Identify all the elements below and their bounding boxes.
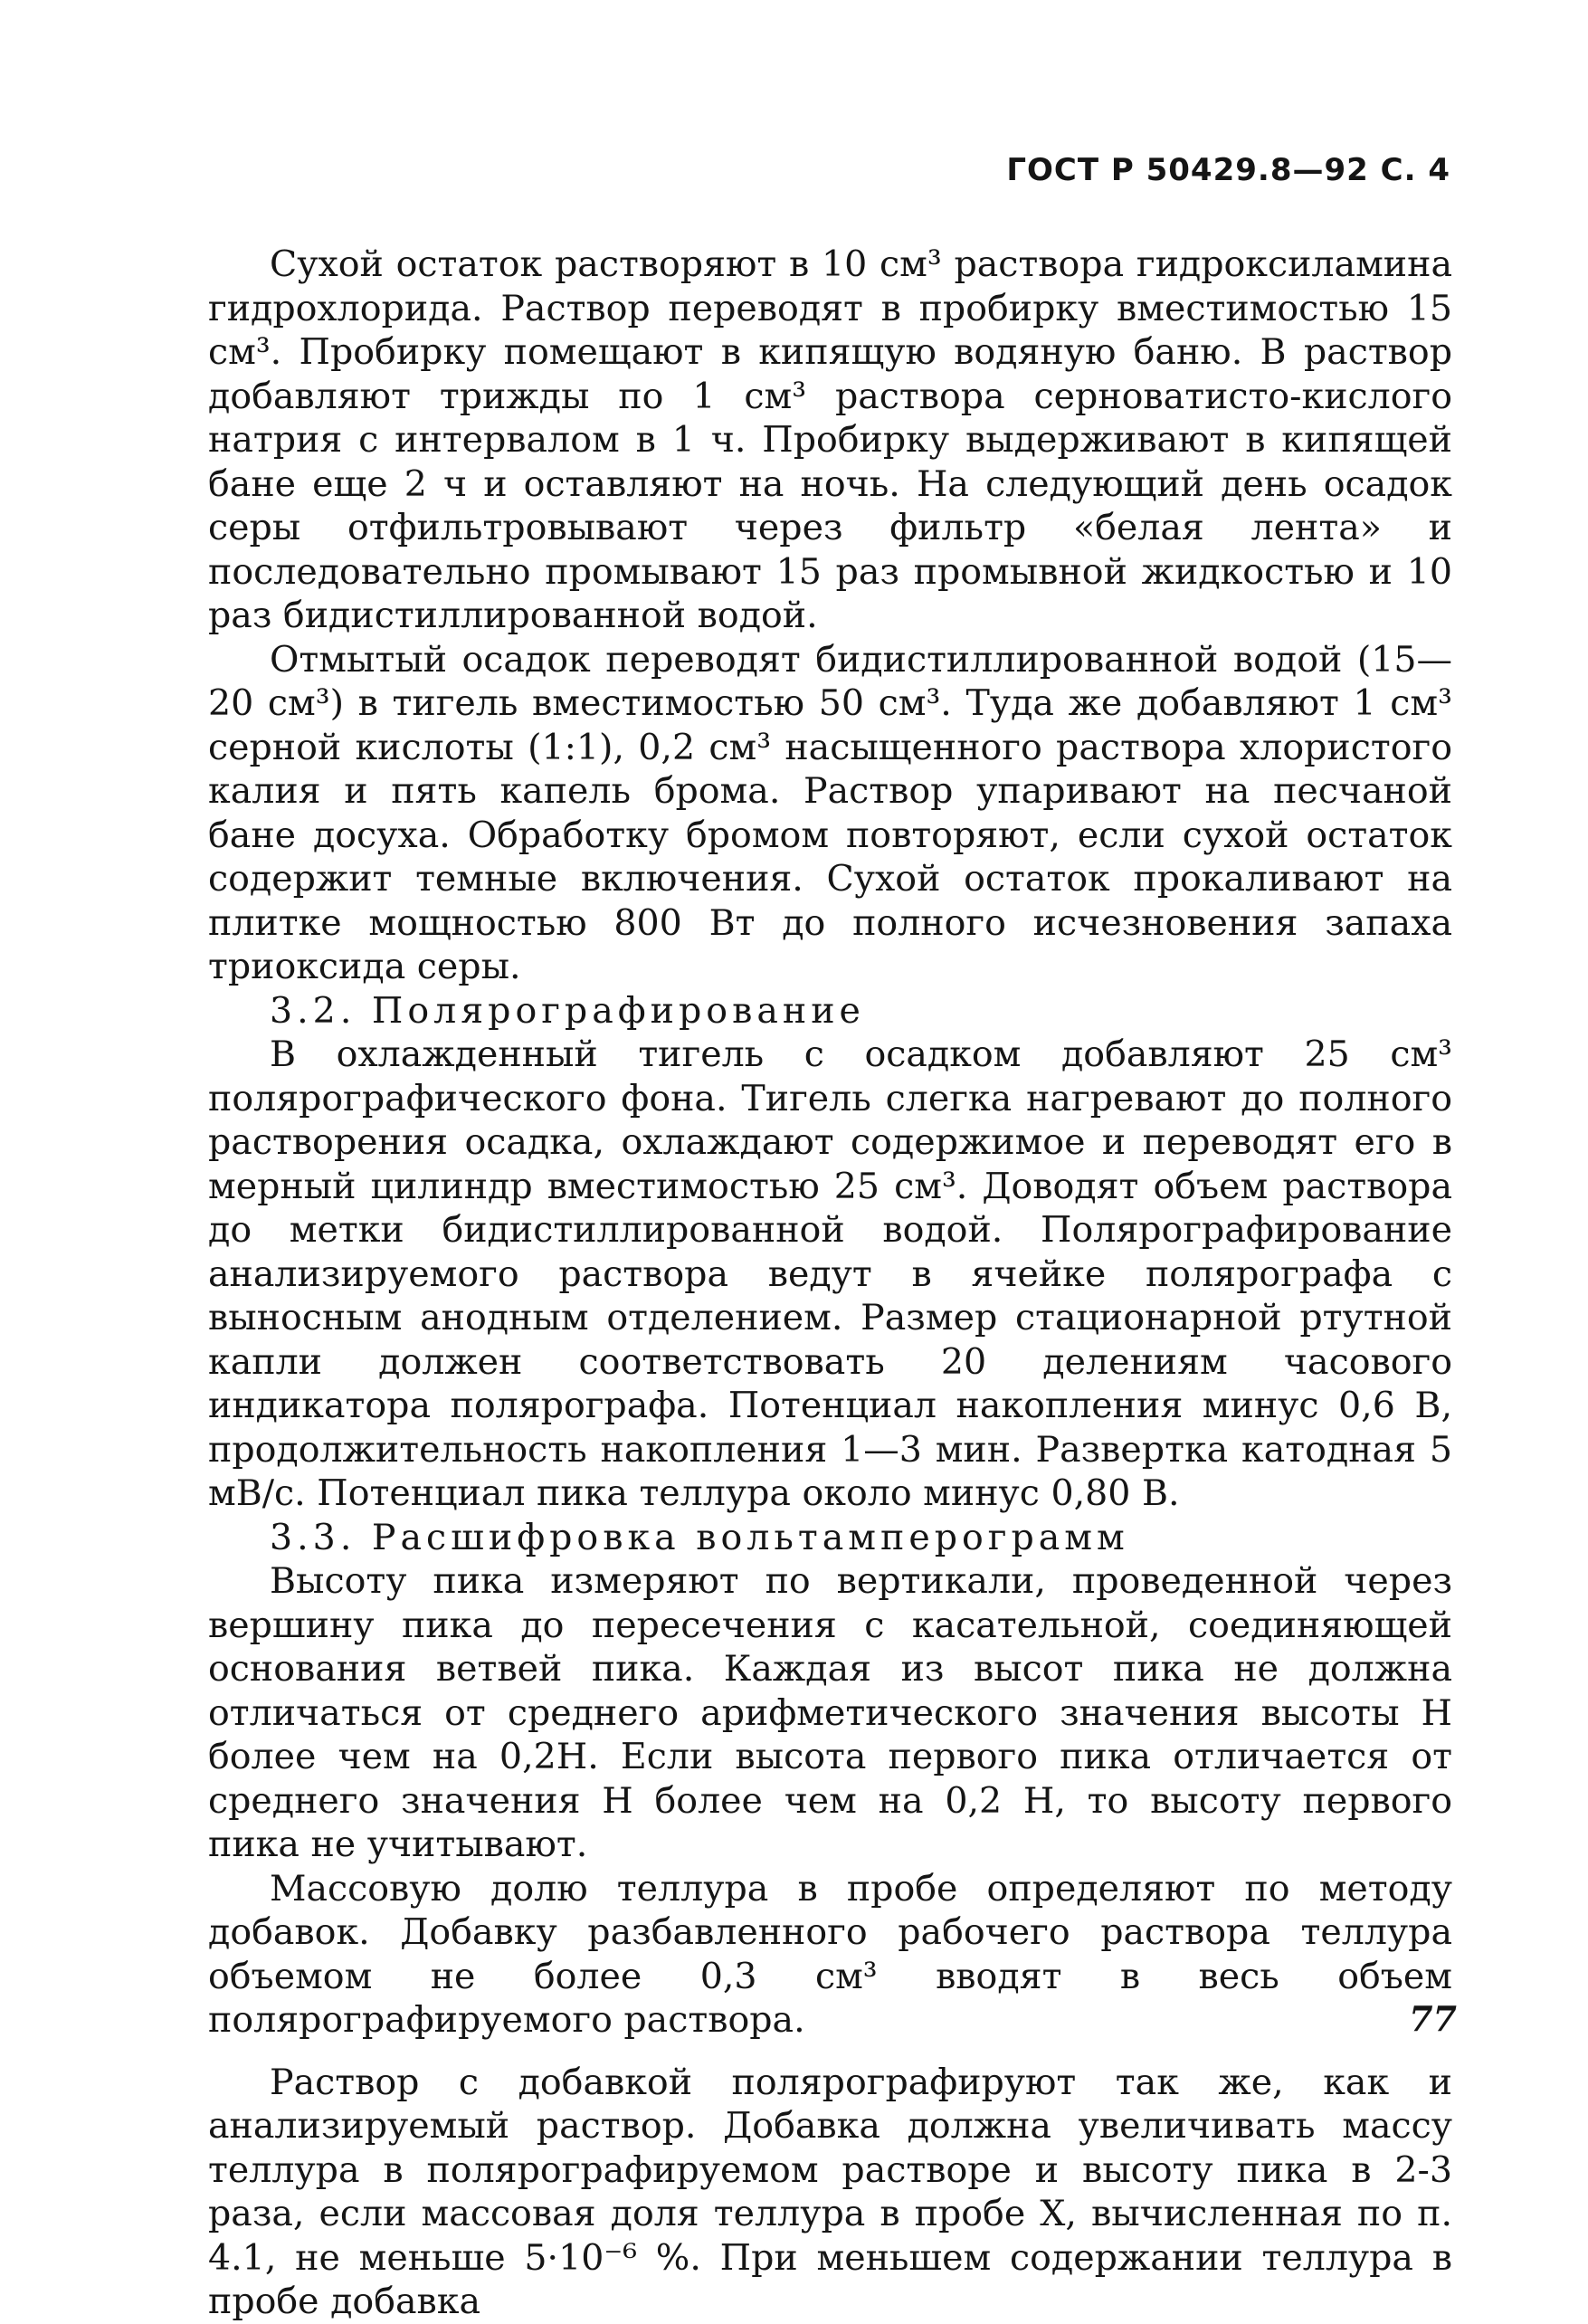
paragraph-addition-solution: Раствор с добавкой полярографируют так же, как и анализируемый раствор. Добавка должна увеличивать массу теллура в полярографируемом растворе и высоту пика в 2-3 раза, если массовая доля теллура в пробе X, вычисленная по п. 4.1, не меньше 5·10⁻⁶ %. При меньшем содержании теллура в пробе добавка: [208, 2061, 1452, 2322]
section-heading-polarography: 3.2. Полярографирование: [270, 989, 865, 1032]
paragraph-polarography: В охлажденный тигель с осадком добавляют 25 см³ полярографического фона. Тигель слегка нагревают до полного растворения осадка, охлаждают содержимое и переводят его в мерный цилиндр вместимостью 25 см³. Доводят объем раствора до метки бидистиллированной водой. Полярографирование анализируемого раствора ведут в ячейке полярографа с выносным анодным отделением. Размер стационарной ртутной капли должен соответствовать 20 делениям часового индикатора полярографа. Потенциал накопления минус 0,6 В, продолжительность накопления 1—3 мин. Развертка катодная 5 мВ/с. Потенциал пика теллура около минус 0,80 В.: [208, 1033, 1452, 1514]
paragraph-peak-height: Высоту пика измеряют по вертикали, проведенной через вершину пика до пересечения с касательной, соединяющей основания ветвей пика. Каждая из высот пика не должна отличаться от среднего арифметического значения высоты H более чем на 0,2H. Если высота первого пика отличается от среднего значения H более чем на 0,2 H, то высоту первого пика не учитывают.: [208, 1560, 1452, 1865]
page-number: 77: [1409, 1998, 1457, 2039]
section-heading-voltammogram: 3.3. Расшифровка вольтамперограмм: [270, 1516, 1129, 1558]
page-body: [208, 243, 1452, 2324]
paragraph-washed-sediment: Отмытый осадок переводят бидистиллированной водой (15—20 см³) в тигель вместимостью 50 см³. Туда же добавляют 1 см³ серной кислоты (1:1), 0,2 см³ насыщенного раствора хлористого калия и пять капель брома. Раствор упаривают на песчаной бане досуха. Обработку бромом повторяют, если сухой остаток содержит темные включения. Сухой остаток прокаливают на плитке мощностью 800 Вт до полного исчезновения запаха триоксида серы.: [208, 638, 1452, 987]
page-header: ГОСТ Р 50429.8—92 С. 4: [1006, 152, 1450, 188]
paragraph-dry-residue: Сухой остаток растворяют в 10 см³ раствора гидроксиламина гидрохлорида. Раствор переводят в пробирку вместимостью 15 см³. Пробирку помещают в кипящую водяную баню. В раствор добавляют трижды по 1 см³ раствора серноватисто-кислого натрия с интервалом в 1 ч. Пробирку выдерживают в кипящей бане еще 2 ч и оставляют на ночь. На следующий день осадок серы отфильтровывают через фильтр «белая лента» и последовательно промывают 15 раз промывной жидкостью и 10 раз бидистиллированной водой.: [208, 243, 1452, 636]
paragraph-addition-method: Массовую долю теллура в пробе определяют по методу добавок. Добавку разбавленного рабочего раствора теллура объемом не более 0,3 см³ вводят в весь объем полярографируемого раствора.: [208, 1867, 1452, 2041]
